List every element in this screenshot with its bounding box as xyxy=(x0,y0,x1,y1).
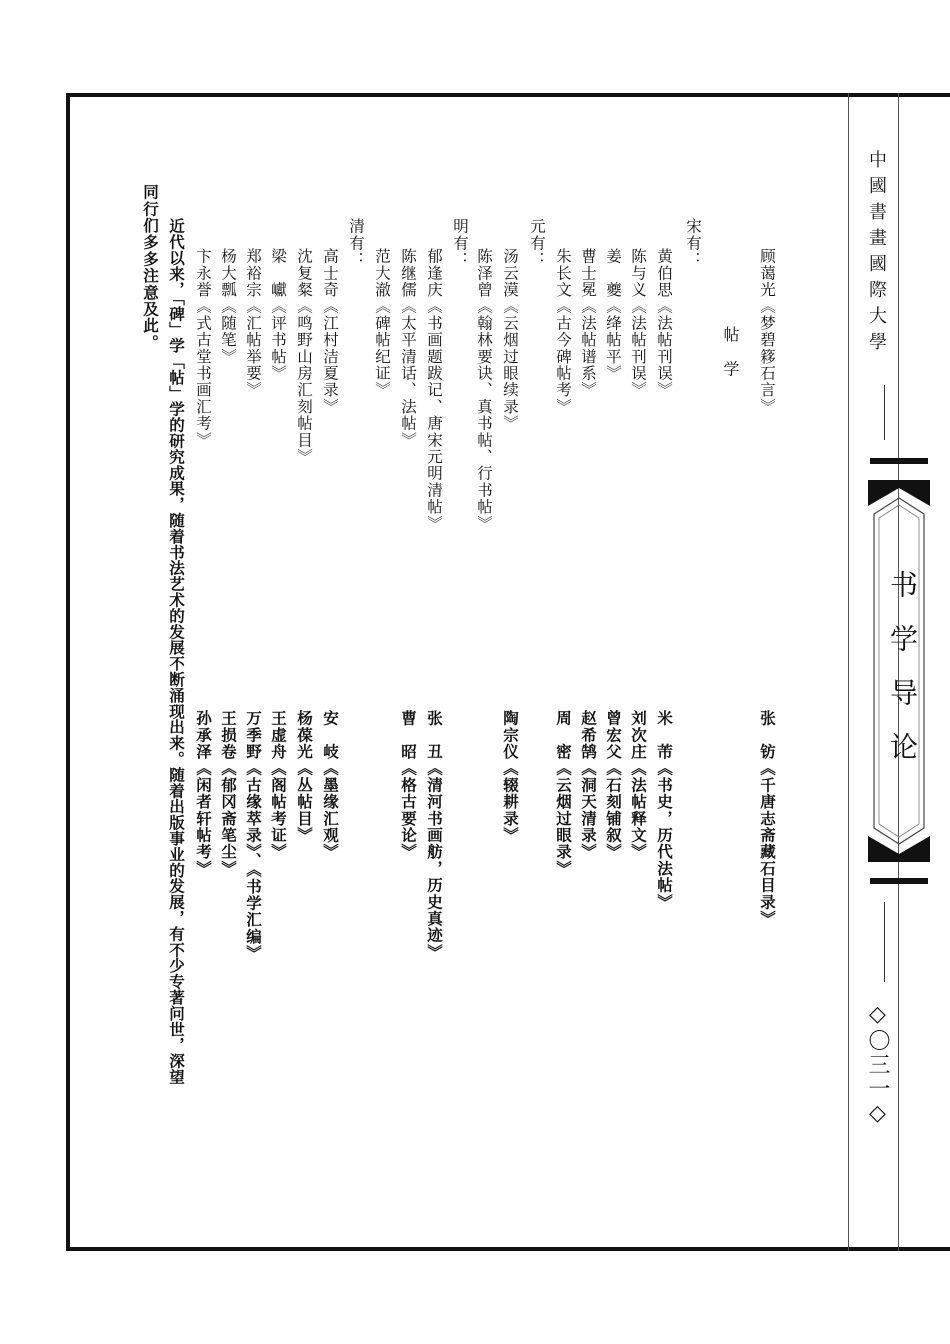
list-item: 张 丑《清河书画舫，历史真迹》 xyxy=(425,710,444,961)
list-item: 高士奇《江村洁夏录》 xyxy=(321,248,339,415)
list-item: 梁 巘《评书帖》 xyxy=(269,248,287,382)
list-item: 汤云漠《云烟过眼续录》 xyxy=(501,248,519,432)
closing-paragraph-line: 近代以来，「碑」学「帖」学的研究成果，随着书法艺术的发展不断涌现出来。随着出版事业的发展，有不少专著问世，深望 xyxy=(167,218,186,1085)
book-title: 书学导论 xyxy=(886,570,919,786)
banner-bar-bottom xyxy=(870,878,928,884)
list-item: 陈与义《法帖刊误》 xyxy=(629,248,647,399)
list-item: 孙承泽《闲者轩帖考》 xyxy=(194,710,213,877)
list-item: 周 密《云烟过眼录》 xyxy=(554,710,573,877)
page-border-left xyxy=(66,93,70,1251)
list-item: 王损卷《郁冈斋笔尘》 xyxy=(219,710,238,877)
page-number: ◇〇三一◇ xyxy=(865,1002,890,1128)
list-item: 曹 昭《格古要论》 xyxy=(399,710,418,861)
list-item: 黄伯思《法帖刊误》 xyxy=(655,248,673,399)
university-name: 中國書畫國際大學 xyxy=(866,150,887,358)
dynasty-label-song: 宋有： xyxy=(684,218,702,269)
list-item: 姜 夔《绛帖平》 xyxy=(604,248,622,382)
list-item: 卞永誉《式古堂书画汇考》 xyxy=(194,248,212,449)
list-item: 安 岐《墨缘汇观》 xyxy=(321,710,340,861)
list-item: 曾宏父《石刻铺叙》 xyxy=(604,710,623,861)
list-item: 沈复粲《鸣野山房汇刻帖目》 xyxy=(295,248,313,466)
list-item: 郑裕宗《汇帖举要》 xyxy=(244,248,262,399)
list-item: 陈继儒《太平清话、法帖》 xyxy=(399,248,417,449)
page-border-top xyxy=(66,93,950,97)
closing-paragraph-line: 同行们多多注意及此。 xyxy=(141,184,160,351)
list-item: 米 芾《书史，历代法帖》 xyxy=(655,710,674,911)
margin-divider xyxy=(884,385,885,440)
margin-rule xyxy=(848,93,849,1251)
page-border-bottom xyxy=(66,1247,950,1251)
banner-bar-top xyxy=(870,458,928,464)
list-item: 杨葆光《丛帖目》 xyxy=(295,710,314,844)
list-item: 王虚舟《阁帖考证》 xyxy=(269,710,288,861)
list-item: 陶宗仪《辍耕录》 xyxy=(501,710,520,844)
dynasty-label-qing: 清有： xyxy=(347,218,365,269)
list-item: 赵希鹄《洞天清录》 xyxy=(579,710,598,861)
list-item: 曹士冕《法帖谱系》 xyxy=(579,248,597,399)
list-item: 范大澈《碑帖纪证》 xyxy=(373,248,391,399)
list-item: 刘次庄《法帖释文》 xyxy=(629,710,648,861)
dynasty-label-yuan: 元有： xyxy=(528,218,546,269)
dynasty-label-ming: 明有： xyxy=(451,218,469,269)
list-item: 郁逢庆《书画题跋记、唐宋元明清帖》 xyxy=(425,248,443,532)
list-item: 陈泽曾《翰林要诀、真书帖、行书帖》 xyxy=(475,248,493,532)
list-item: 张 钫《千唐志斋藏石目录》 xyxy=(758,710,777,928)
section-heading: 帖 学 xyxy=(721,326,740,378)
list-item: 顾蔼光《梦碧簃石言》 xyxy=(758,248,776,415)
list-item: 杨大瓢《随笔》 xyxy=(219,248,237,365)
list-item: 万季野《古缘萃录》、《书学汇编》 xyxy=(244,710,263,962)
margin-divider-lower xyxy=(884,902,885,982)
list-item: 朱长文《古今碑帖考》 xyxy=(554,248,572,415)
